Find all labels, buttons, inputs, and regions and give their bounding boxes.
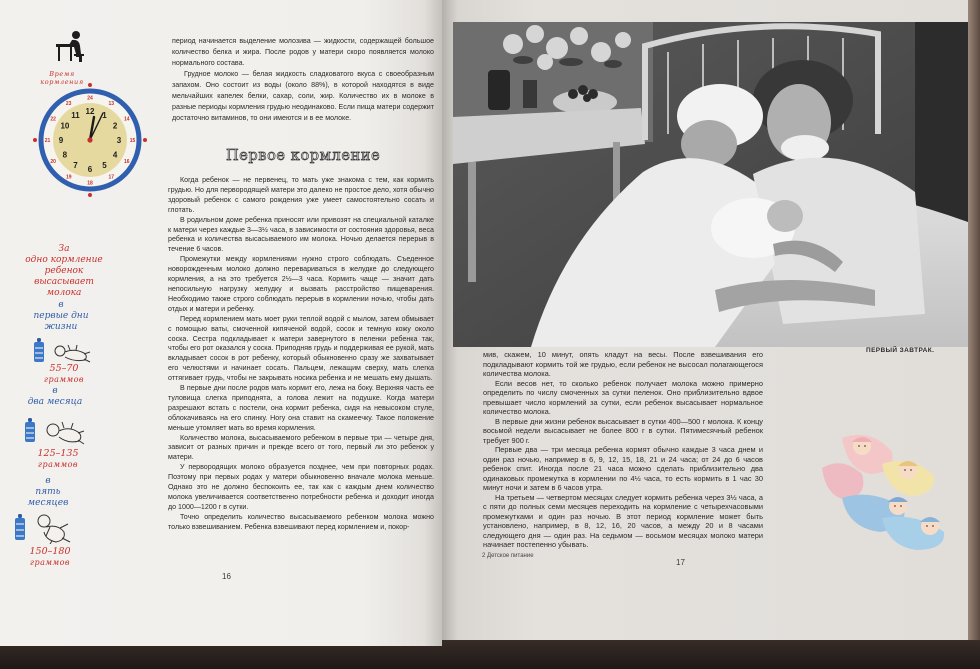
clock-outer-hour-number: 13 [108,101,115,107]
amount-value: 55–70 [49,363,79,374]
intro-text [172,36,434,124]
amount-unit: граммов [43,375,85,384]
photo-first-breakfast [453,22,968,347]
clock-outer-hour-number: 15 [129,137,136,144]
intake-title-line: ребенок [44,266,84,276]
left-page-text [168,176,434,533]
clock-dot [33,138,37,142]
body-paragraph: Точно определить количество высасываемого ребенком молока можно только взвешиванием. Ребенка взвешивают перед кормлением и, покор- [168,512,434,531]
body-paragraph: Если весов нет, то сколько ребенок получает молока можно примерно определить по числу смоченных за сутки пеленок. Оно приблизительно вдвое превышает число кормлений за сутки, если ребенок высасывает нормальное количество молока. [483,378,763,416]
bottle-icon [24,418,36,442]
clock-hour-number: 5 [102,161,107,170]
page-number-right: 17 [676,558,685,567]
age-label-line: первые дни [33,311,89,321]
intake-title [20,244,108,299]
bottle-icon [33,338,45,362]
age-label-five-months [6,476,90,509]
clock-outer-hour-number: 17 [108,174,115,181]
clock-outer-hour-number: 18 [87,180,93,187]
footer-signature: 2 Детское питание [482,553,534,559]
age-label-line: в [58,300,64,310]
clock-label-line: Время [49,70,75,78]
body-paragraph: Когда ребенок — не первенец, то мать уже знакома с тем, как кормить грудью. Но для первородящей матери это далеко не простое дело, хотя обычно здоровый ребенок с самого рождения уже умеет самостоятельно сосать и глотать. [168,176,434,214]
age-label-line: в [45,476,51,486]
age-label-two-months [12,386,98,408]
clock-dot [143,138,147,142]
clock-hour-number: 6 [87,164,93,174]
baby-icon [44,420,86,446]
intake-title-line: молока [46,288,82,298]
clock-hour-number: 3 [116,135,122,145]
clock-hour-number: 2 [112,121,118,131]
body-paragraph: период начинается выделение молозива — жидкости, содержащей большое количество белка и жира. После родов у матери скоро появляется молоко нормального состава. [172,37,434,67]
clock-outer-hour-number: 19 [66,174,72,181]
clock-hour-number: 7 [73,161,78,170]
age-label-first-days [18,300,104,333]
body-paragraph: Перед кормлением мать моет руки теплой водой с мылом, затем обмывает с помощью ваты, смоченной кипяченой водой, сосок и темную кожу около соска. Сестра подкладывает к матери завернутого в пеленки ребенка так, чтобы его рот оказался у соска. Приподняв грудь и поддерживая ее рукой, мать вкладывает сосок в рот ребенку, который обыкновенно сразу же захватывает его челюстями и начинает сосать. Пальцем, лежащим сверху, мать слегка оттягивает грудь, чтобы не закрывать носика ребенка и не мешать ему дышать. [168,314,434,383]
clock-outer-hour-number: 14 [124,116,130,123]
body-paragraph: Количество молока, высасываемого ребенком в первые три — четыре дня, зависит от разных причин и прежде всего от того, первый ли это ребенок у матери. [168,433,434,462]
clock-center [87,137,92,142]
age-label-line: два месяца [27,397,83,407]
clock-outer-hour-number: 22 [50,116,56,123]
clock-label-line: кормления [40,78,84,86]
book-cover-edge [968,0,980,640]
body-paragraph: На третьем — четвертом месяцах следует кормить ребенка через 3½ часа, а с пяти до полных семи месяцев переходить на кормление с четырехчасовыми промежутками и один раз ночью. В этот период кормление может быть установлено, например, в 8, 12, 16, 20 часов, а между 20 и 8 часами следующего дня — один раз. На седьмом — восьмом месяцах молоко матери начинает постепенно убывать. [483,492,763,549]
person-at-table-icon [52,28,88,64]
body-paragraph: мив, скажем, 10 минут, опять кладут на весы. После взвешивания его подкладывают кормить той же грудью, если ребенок не высосал полагающегося количества молока. [483,350,763,378]
body-paragraph: Промежутки между кормлениями нужно строго соблюдать. Съеденное новорожденным молоко должно перевариваться в желудке до следующего кормления, а на это требуется 2½—3 часа. Кормить чаще — значит дать непосильную нагрузку желудку и вызвать расстройство пищеварения. Необходимо также строго соблюдать перерыв в кормлении ночью, чтобы дать отдых и матери и ребенку. [168,255,434,313]
body-paragraph: В родильном доме ребенка приносят или привозят на специальной каталке к матери через каждые 3—3½ часа, в зависимости от состояния здоровья, веса ребенка и количества высасываемого им молока. Ночью делается перерыв в течение 6 часов. [168,215,434,254]
clock-hour-number: 8 [62,150,68,160]
clock-hour-number: 9 [58,135,64,145]
intake-title-line: одно кормление [25,255,103,265]
swaddled-babies-illustration [812,428,952,553]
clock-icon [30,80,150,200]
amount-unit: граммов [29,558,71,567]
clock-dot [88,193,92,197]
baby-icon [32,512,74,544]
amount-unit: граммов [37,460,79,469]
body-paragraph: Грудное молоко — белая жидкость сладковатого вкуса с своеобразным запахом. Оно состоит из воды (около 88%), в которой находятся в виде мельчайших капелек белки, сахар, соли, жир. Количество их в молоке в разные периоды кормления грудью неодинаково. Если пища матери содержит достаточно витаминов, то они имеются и в ее молоке. [172,70,434,122]
body-paragraph: Первые два — три месяца ребенка кормят обычно каждые 3 часа днем и один раз ночью, например в 6, 9, 12, 15, 18, 21 и 24 часа; от 24 до 6 часов ребенок спит. Иногда после 21 часа можно сделать приблизительно два одинаковых промежутка в кормлении по 4½ часа, то есть кормить в 1 час 30 минут ночи и затем в 6 часов утра. [483,445,763,492]
right-page-text [483,350,763,550]
baby-icon [52,342,92,364]
photo-caption: ПЕРВЫЙ ЗАВТРАК. [866,347,935,354]
intake-title-line: высасывает [34,277,94,287]
amount-value: 125–135 [37,448,79,459]
clock-hour-number: 1 [102,110,107,120]
clock-hour-number: 12 [85,106,95,116]
amount-two-months [20,448,96,470]
clock-outer-hour-number: 23 [65,101,72,107]
amount-value: 150–180 [29,546,71,557]
clock-outer-hour-number: 21 [44,137,51,144]
body-paragraph: В первые дни после родов мать кормит его, лежа на боку. Верхняя часть ее туловища слегка приподнята, а голова лежит на подушке. Когда матери разрешают встать с постели, она кормит ребенка, сидя на невысоком стуле, облокачиваясь на его спинку. Ногу она ставит на скамеечку. Такое положение меньше утомляет мать во время кормления. [168,384,434,432]
amount-five-months [12,546,88,568]
bottle-icon [14,514,26,540]
age-label-line: в [52,386,58,396]
clock-outer-hour-number: 20 [50,159,56,165]
clock-outer-hour-number: 16 [124,159,130,165]
body-paragraph: В первые дни жизни ребенок высасывает в сутки 400—500 г молока. К концу восьмой недели высасывает не более 800 г в сутки. Пятимесячный ребенок требует 900 г. [483,416,763,445]
age-label-line: жизни [44,322,78,332]
amount-first-days [26,363,102,385]
age-label-line: пять [35,487,61,497]
clock-dot [88,83,92,87]
clock-hour-number: 11 [71,110,80,120]
clock-hour-number: 4 [112,150,118,160]
section-heading: Первое кормление [226,148,381,164]
page-number-left: 16 [222,572,231,581]
intake-title-line: За [58,244,70,254]
clock-outer-hour-number: 24 [87,95,93,102]
clock-hour-number: 10 [60,121,70,131]
age-label-line: месяцев [27,498,69,508]
body-paragraph: У первородящих молоко образуется позднее, чем при повторных родах. Поэтому при первых родах у матери обыкновенно вначале молока меньше. Однако это не должно беспокоить ее, так как с каждым днем количество молока увеличивается соответственно потребности ребенка и доходит иногда до 1000—1200 г в сутки. [168,463,434,511]
